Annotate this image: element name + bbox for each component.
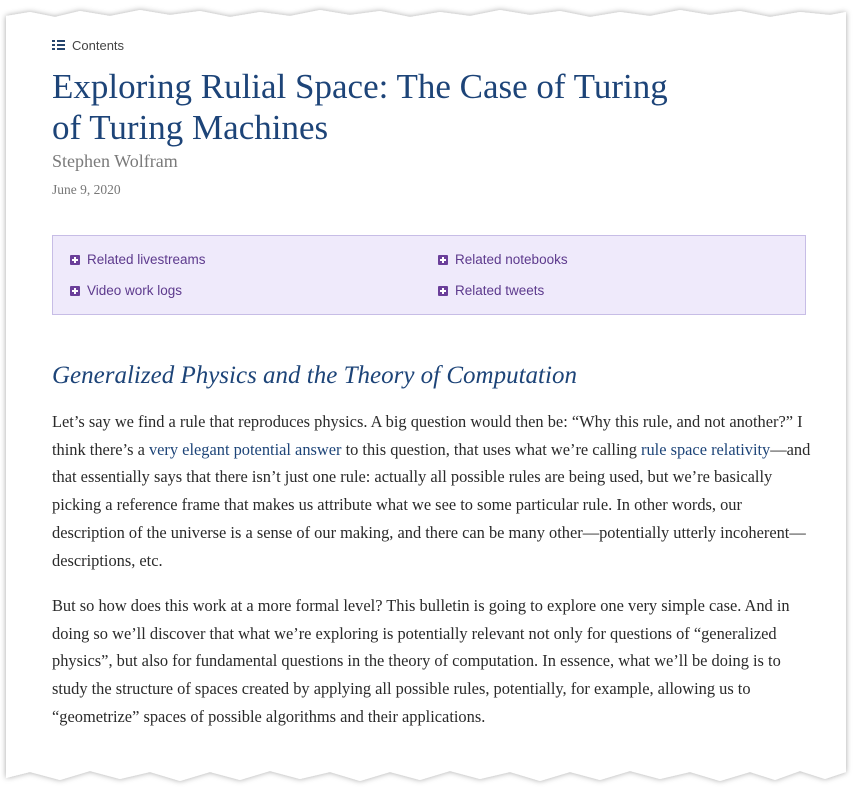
paragraph-2: But so how does this work at a more formal level? This bulletin is going to explore one very simple case. And in doing so we’ll discover that what we’re exploring is potentially relevant not only for questions of “generalized physics”, but also for fundamental questions in the theory of computation. In essence, what we’ll be doing is to study the structure of spaces created by applying all possible rules, potentially, for example, allowing us to “geometrize” spaces of possible algorithms and their applications.	[52, 596, 790, 726]
related-item-label: Related notebooks	[455, 252, 568, 267]
related-notebooks-link[interactable]	[438, 252, 568, 267]
paragraph-1	[52, 408, 812, 574]
title-line-1: Exploring Rulial Space: The Case of Turing	[52, 67, 668, 106]
plus-icon	[438, 255, 448, 265]
contents-label: Contents	[72, 38, 125, 53]
related-item-label: Related livestreams	[87, 252, 206, 267]
p1-text-3: —and that essentially says that there isn’t just one rule: actually all possible rules are being used, but we’re basically picking a reference frame that makes us attribute what we see to some particular rule. In other words, our description of the universe is a sense of our making, and there can be many other—potentially utterly incoherent—descriptions, etc.	[52, 439, 811, 570]
rule-space-relativity-link[interactable]: rule space relativity	[641, 439, 771, 459]
related-tweets-link[interactable]	[438, 283, 544, 298]
author-name: Stephen Wolfram	[52, 151, 178, 171]
contents-toggle[interactable]	[52, 38, 124, 53]
elegant-answer-link[interactable]: very elegant potential answer	[148, 439, 342, 459]
section-heading: Generalized Physics and the Theory of Computation	[52, 362, 577, 389]
title-line-2: of Turing Machines	[52, 108, 329, 147]
related-item-label: Video work logs	[87, 283, 183, 298]
related-livestreams-link[interactable]	[70, 252, 206, 267]
p1-text-2: to this question, that uses what we’re calling	[341, 439, 641, 459]
plus-icon	[438, 286, 448, 296]
publish-date: June 9, 2020	[52, 182, 121, 197]
related-item-label: Related tweets	[455, 283, 545, 298]
p1-text-1: Let’s say we find a rule that reproduces physics. A big question would then be: “Why this rule, and not another?” I think there’s a	[52, 412, 803, 459]
related-box	[52, 235, 806, 315]
video-work-logs-link[interactable]	[70, 283, 182, 298]
plus-icon	[70, 255, 80, 265]
page-title	[52, 66, 752, 148]
plus-icon	[70, 286, 80, 296]
list-icon	[52, 40, 65, 51]
